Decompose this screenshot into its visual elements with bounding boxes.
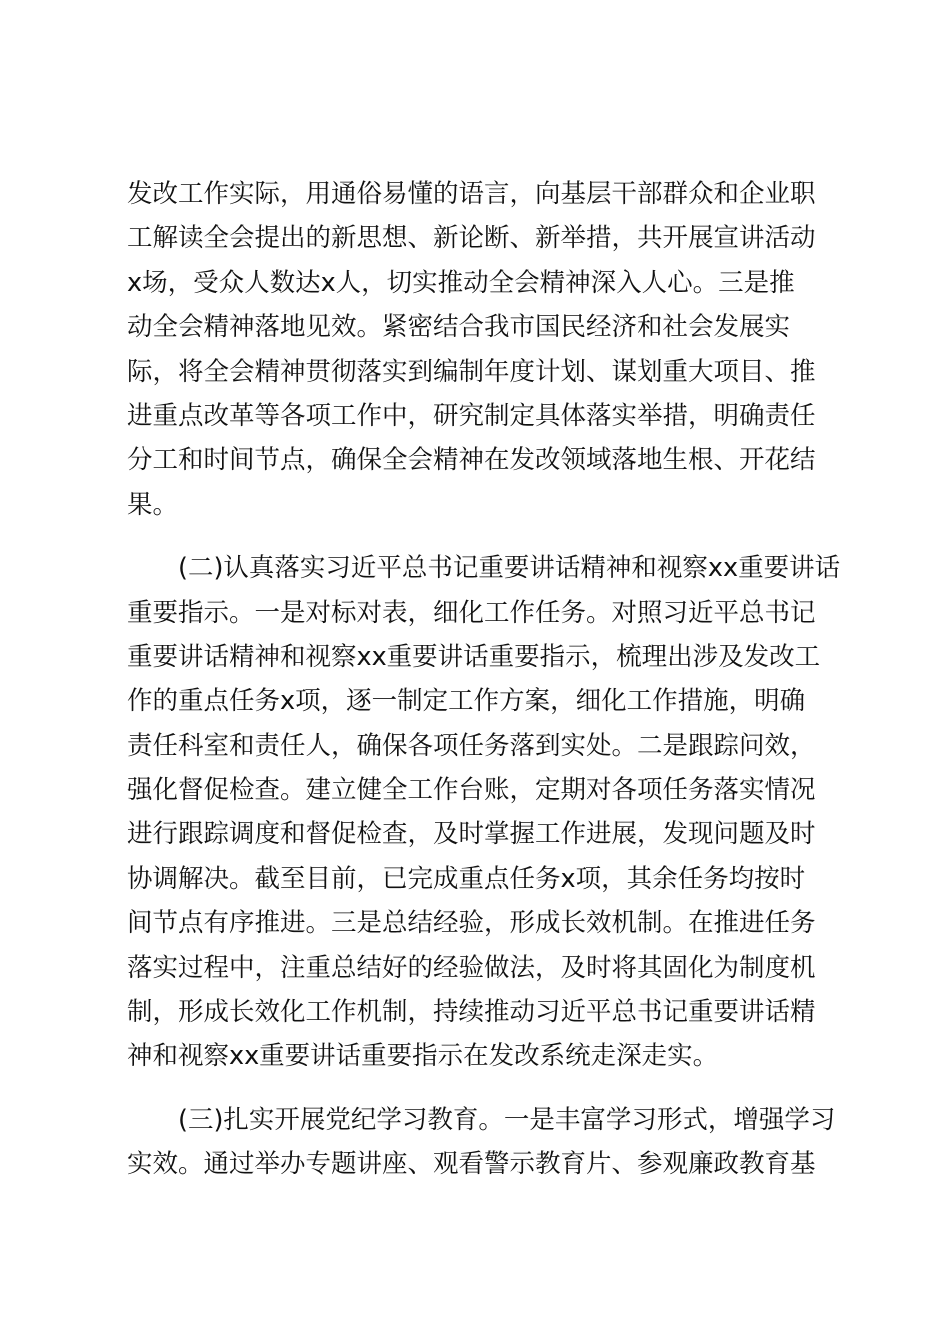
paragraph-1 (127, 172, 837, 527)
text-line: 重要讲话精神和视察xx重要讲话重要指示，梳理出涉及发改工 (127, 641, 821, 672)
text-line: 果。 (127, 489, 179, 520)
text-line: 间节点有序推进。三是总结经验，形成长效机制。在推进任务 (127, 908, 816, 939)
text-line: 作的重点任务x项，逐一制定工作方案，细化工作措施，明确 (127, 686, 806, 717)
text-line: 际，将全会精神贯彻落实到编制年度计划、谋划重大项目、推 (127, 356, 816, 387)
text-line: 实效。通过举办专题讲座、观看警示教育片、参观廉政教育基 (127, 1149, 816, 1180)
paragraph-spacer (127, 1079, 837, 1098)
text-line: 强化督促检查。建立健全工作台账，定期对各项任务落实情况 (127, 775, 816, 806)
text-line: 重要指示。一是对标对表，细化工作任务。对照习近平总书记 (127, 597, 816, 628)
text-line: 进行跟踪调度和督促检查，及时掌握工作进展，发现问题及时 (127, 819, 816, 850)
paragraph-spacer (127, 527, 837, 546)
paragraph-2 (127, 546, 841, 1079)
text-line: 制，形成长效化工作机制，持续推动习近平总书记重要讲话精 (127, 997, 816, 1028)
text-line: 工解读全会提出的新思想、新论断、新举措，共开展宣讲活动 (127, 223, 816, 254)
text-line: 协调解决。截至目前，已完成重点任务x项，其余任务均按时 (127, 863, 806, 894)
text-line: 进重点改革等各项工作中，研究制定具体落实举措，明确责任 (127, 400, 816, 431)
text-line: 发改工作实际，用通俗易懂的语言，向基层干部群众和企业职 (127, 179, 816, 209)
text-line: 神和视察xx重要讲话重要指示在发改系统走深走实。 (127, 1041, 719, 1072)
text-line: (二)认真落实习近平总书记重要讲话精神和视察xx重要讲话 (178, 553, 841, 584)
text-line: 动全会精神落地见效。紧密结合我市国民经济和社会发展实 (127, 312, 791, 343)
text-line: x场，受众人数达x人，切实推动全会精神深入人心。三是推 (127, 267, 795, 298)
document-body (127, 172, 841, 1187)
text-line: 落实过程中，注重总结好的经验做法，及时将其固化为制度机 (127, 952, 816, 983)
paragraph-3 (127, 1098, 837, 1187)
text-line: 分工和时间节点，确保全会精神在发改领域落地生根、开花结 (127, 445, 816, 476)
text-line: 责任科室和责任人，确保各项任务落到实处。二是跟踪问效， (127, 730, 816, 761)
text-line: (三)扎实开展党纪学习教育。一是丰富学习形式，增强学习 (178, 1104, 836, 1135)
